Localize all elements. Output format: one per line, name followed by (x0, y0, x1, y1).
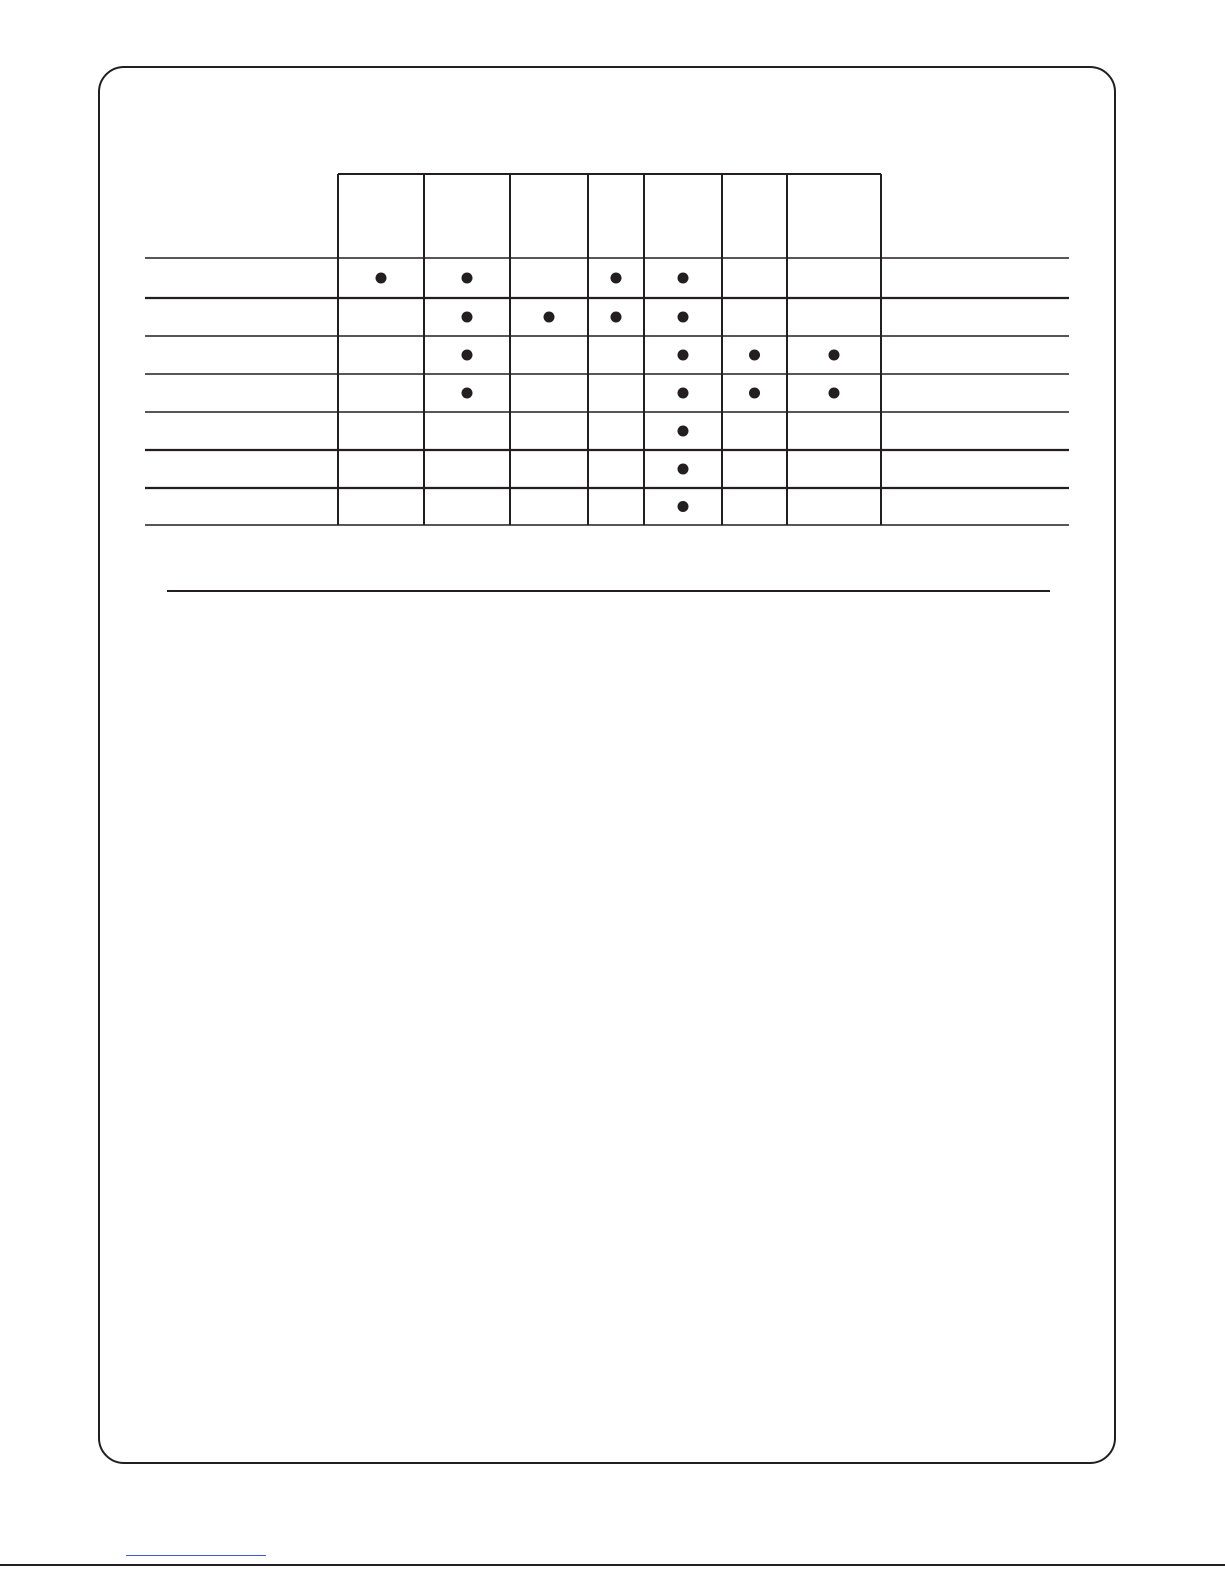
matrix-dot (611, 312, 622, 323)
footer-link-underline[interactable] (126, 1555, 266, 1556)
matrix-dot (749, 388, 760, 399)
section-divider (167, 590, 1050, 592)
matrix-dot (678, 273, 689, 284)
matrix-dot (829, 350, 840, 361)
matrix-dot (611, 273, 622, 284)
page-bottom-rule (0, 1564, 1225, 1566)
matrix-dot (678, 501, 689, 512)
matrix-dot (678, 350, 689, 361)
matrix-dot (678, 312, 689, 323)
matrix-dot (462, 350, 473, 361)
matrix-grid (145, 174, 1069, 525)
matrix-dot (678, 388, 689, 399)
matrix-dots (376, 273, 840, 513)
matrix-dot (462, 388, 473, 399)
matrix-dot (749, 350, 760, 361)
matrix-dot (462, 312, 473, 323)
matrix-dot (376, 273, 387, 284)
matrix-dot (678, 464, 689, 475)
matrix-dot (829, 388, 840, 399)
matrix-dot (462, 273, 473, 284)
matrix-dot (544, 312, 555, 323)
matrix-dot (678, 426, 689, 437)
